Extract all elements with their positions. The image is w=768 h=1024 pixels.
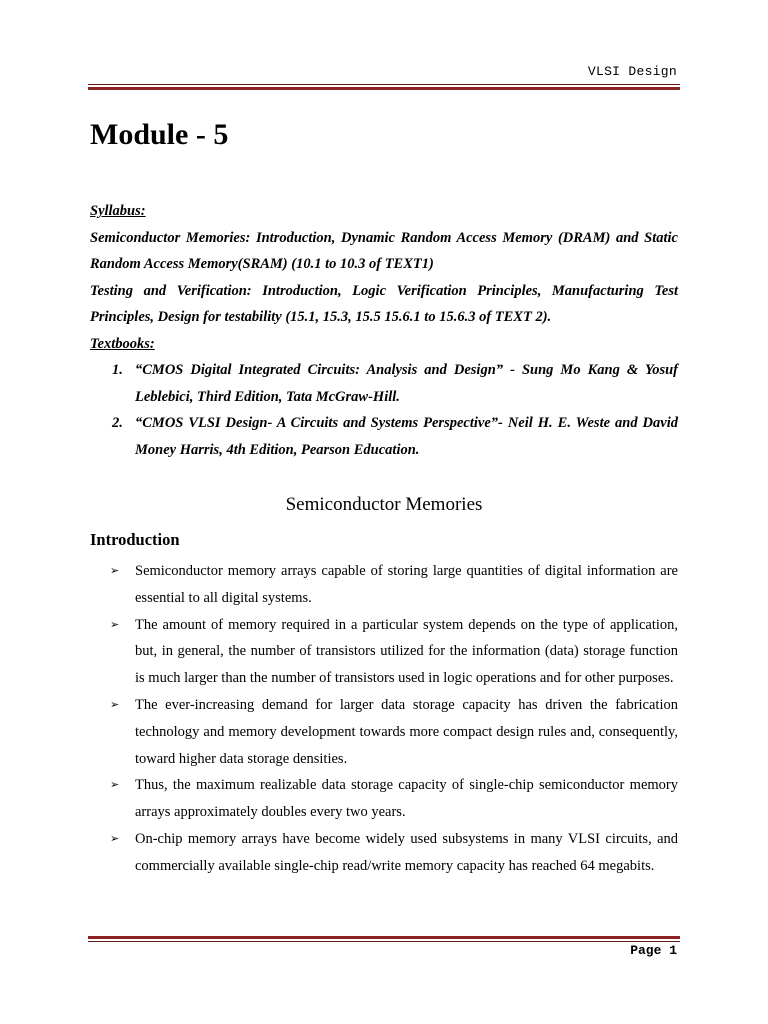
intro-bullet-list [90, 558, 678, 880]
textbook-number: 2. [112, 415, 123, 431]
arrow-bullet-icon: ➢ [110, 698, 120, 711]
arrow-bullet-icon: ➢ [110, 565, 120, 577]
header-rule-thick [88, 87, 680, 90]
syllabus-heading: Syllabus: [90, 203, 146, 219]
list-item [90, 826, 678, 880]
textbook-item [90, 410, 678, 463]
arrow-bullet-icon: ➢ [110, 618, 120, 631]
list-item [90, 772, 678, 826]
arrow-bullet-icon: ➢ [110, 779, 120, 792]
syllabus-line-1: Semiconductor Memories: Introduction, Dynamic Random Access Memory (DRAM) and Static Random Access Memory(SRAM) (10.1 to 10.3 of TEXT1) [90, 229, 678, 272]
header-rule-thin [88, 84, 680, 85]
list-item [90, 612, 678, 692]
bullet-text: The amount of memory required in a particular system depends on the type of application, but, in general, the number of transistors utilized for the information (data) storage function is much larger than the number of transistors used in logic operations and for other purposes. [135, 616, 678, 687]
textbook-list [90, 357, 678, 463]
section-title: Semiconductor Memories [285, 494, 483, 515]
list-item [90, 558, 678, 612]
syllabus-section [90, 198, 678, 463]
footer-rule-thin [88, 941, 680, 942]
intro-heading: Introduction [90, 530, 180, 549]
module-title: Module - 5 [90, 118, 229, 151]
bullet-text: Thus, the maximum realizable data storage capacity of single-chip semiconductor memory arrays approximately doubles every two years. [135, 777, 678, 821]
textbook-text: “CMOS Digital Integrated Circuits: Analysis and Design” - Sung Mo Kang & Yosuf Leblebici, Third Edition, Tata McGraw-Hill. [135, 362, 678, 405]
bullet-text: The ever-increasing demand for larger data storage capacity has driven the fabrication technology and memory development towards more compact design rules and, consequently, toward higher data storage densities. [135, 696, 678, 767]
running-header: VLSI Design [587, 64, 677, 79]
arrow-bullet-icon: ➢ [110, 832, 120, 845]
textbook-item [90, 357, 678, 410]
footer-rule-thick [88, 936, 680, 939]
page-number: Page 1 [630, 943, 677, 958]
textbooks-heading: Textbooks: [90, 335, 155, 352]
syllabus-line-2: Testing and Verification: Introduction, Logic Verification Principles, Manufacturing Test Principles, Design for testability (15.1, 15.3, 15.5 15.6.1 to 15.6.3 of TEXT 2). [90, 282, 678, 325]
textbook-number: 1. [112, 362, 123, 378]
bullet-text: Semiconductor memory arrays capable of storing large quantities of digital information are essential to all digital systems. [135, 563, 678, 606]
list-item [90, 692, 678, 772]
bullet-text: On-chip memory arrays have become widely used subsystems in many VLSI circuits, and commercially available single-chip read/write memory capacity has reached 64 megabits. [135, 830, 678, 874]
textbook-text: “CMOS VLSI Design- A Circuits and Systems Perspective”- Neil H. E. Weste and David Money Harris, 4th Edition, Pearson Education. [135, 415, 678, 458]
